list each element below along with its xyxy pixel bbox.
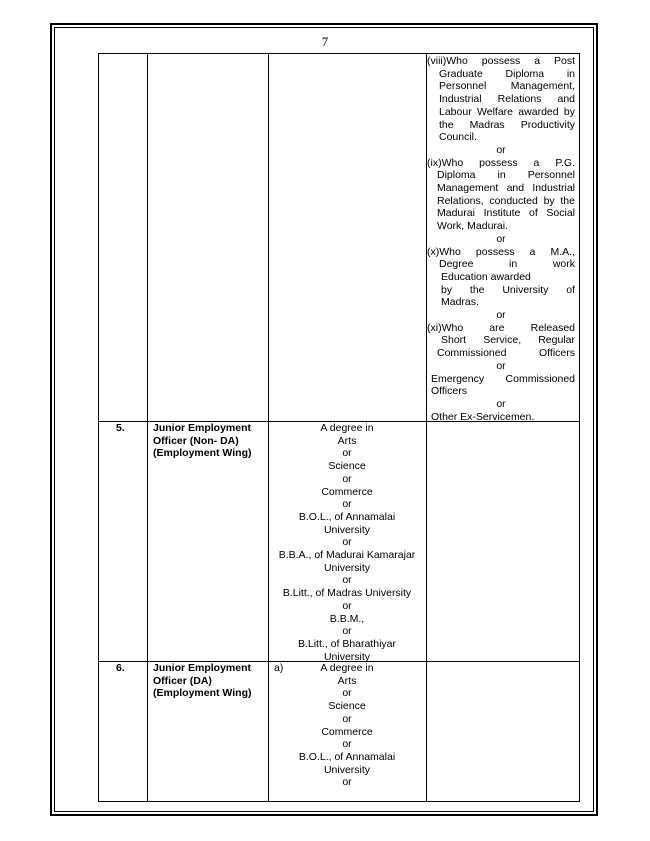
table-border-left	[98, 53, 99, 802]
qualification-line: Other Ex-Servicemen.	[431, 410, 535, 423]
table-border-bottom	[98, 801, 580, 802]
qualification-line: Diploma in Personnel	[437, 169, 575, 182]
or-separator: or	[496, 309, 506, 322]
table-border-top	[98, 53, 580, 54]
or-separator: or	[496, 232, 506, 245]
qualification-line: Degree in work	[439, 258, 575, 271]
qualification-line: Science	[328, 460, 366, 473]
qualification-line: the Madras Productivity	[439, 118, 575, 131]
qualification-list	[270, 662, 424, 789]
or-separator: or	[496, 143, 506, 156]
qualification-line: Madurai Institute of Social	[437, 207, 575, 220]
qualification-line: B.B.M.,	[329, 612, 365, 625]
column-divider-2	[268, 53, 269, 802]
or-separator: or	[342, 447, 352, 460]
or-separator: or	[342, 498, 352, 511]
or-separator: or	[496, 359, 506, 372]
qualification-line: (xi)Who are Released	[427, 321, 575, 334]
qualification-line: Education awarded	[441, 270, 531, 283]
post-name-line: (Employment Wing)	[153, 687, 252, 700]
or-separator: or	[342, 687, 352, 700]
qualification-line: Graduate Diploma in	[439, 67, 575, 80]
qualification-line: A degree in	[320, 662, 374, 674]
continued-qualification-cell	[427, 55, 575, 423]
qualification-line: by the University of	[441, 283, 575, 296]
qualification-line: (x)Who possess a M.A.,	[427, 245, 575, 258]
or-separator: or	[342, 472, 352, 485]
post-serial: 5.	[116, 422, 125, 434]
or-separator: or	[342, 574, 352, 587]
qualification-line: University	[323, 523, 371, 536]
post-name-line: Officer (Non- DA)	[153, 434, 239, 447]
qualification-line: Madras.	[441, 296, 479, 309]
or-separator: or	[342, 536, 352, 549]
qualification-line: (viii)Who possess a Post	[427, 55, 575, 67]
qualification-table	[98, 53, 580, 802]
qualification-line: B.Litt., of Madras University	[282, 587, 412, 600]
qualification-line: Officers	[431, 385, 467, 398]
qualification-line: Labour Welfare awarded by	[439, 105, 575, 118]
qualification-line: B.O.L., of Annamalai	[298, 750, 396, 763]
qualification-line: Council.	[439, 131, 477, 144]
qualification-line: A degree in	[320, 422, 374, 434]
qualification-line: Management and Industrial	[437, 182, 575, 195]
qualification-line: (ix)Who possess a P.G.	[427, 156, 575, 169]
qualification-line: B.O.L., of Annamalai	[298, 510, 396, 523]
post-name	[153, 422, 265, 460]
qualification-line: Commerce	[321, 485, 373, 498]
or-separator: or	[342, 625, 352, 638]
qualification-line: Work, Madurai.	[437, 220, 508, 233]
qualification-list	[270, 422, 424, 663]
qualification-line: B.B.A., of Madurai Kamarajar	[278, 549, 416, 562]
qualification-line: University	[323, 561, 371, 574]
or-separator: or	[496, 397, 506, 410]
qualification-line: Emergency Commissioned	[431, 372, 575, 385]
qualification-line: Short Service, Regular	[441, 334, 575, 347]
qualification-line: Arts	[337, 434, 357, 447]
post-name-line: Junior Employment	[153, 422, 252, 434]
qualification-line: Arts	[337, 674, 357, 687]
qualification-line: B.Litt., of Bharathiyar	[297, 637, 397, 650]
column-divider-1	[147, 53, 148, 802]
qualification-line: Relations, conducted by the	[437, 194, 575, 207]
qualification-line: Industrial Relations and	[439, 93, 575, 106]
post-name-line: (Employment Wing)	[153, 447, 252, 460]
post-name-line: Junior Employment	[153, 662, 252, 674]
qualification-line: Personnel Management,	[439, 80, 575, 93]
qualification-line: Commissioned Officers	[437, 347, 575, 360]
or-separator: or	[342, 712, 352, 725]
table-border-right	[579, 53, 580, 802]
qualification-line: Science	[328, 700, 366, 713]
or-separator: or	[342, 599, 352, 612]
qualification-line: University	[323, 763, 371, 776]
post-name-line: Officer (DA)	[153, 674, 212, 687]
post-name	[153, 662, 265, 700]
qualification-line: University	[323, 650, 371, 663]
page-number: 7	[321, 34, 329, 49]
qualification-line: Commerce	[321, 725, 373, 738]
sub-item-marker: a)	[274, 662, 284, 674]
or-separator: or	[342, 776, 352, 789]
post-serial: 6.	[116, 662, 125, 674]
or-separator: or	[342, 738, 352, 751]
